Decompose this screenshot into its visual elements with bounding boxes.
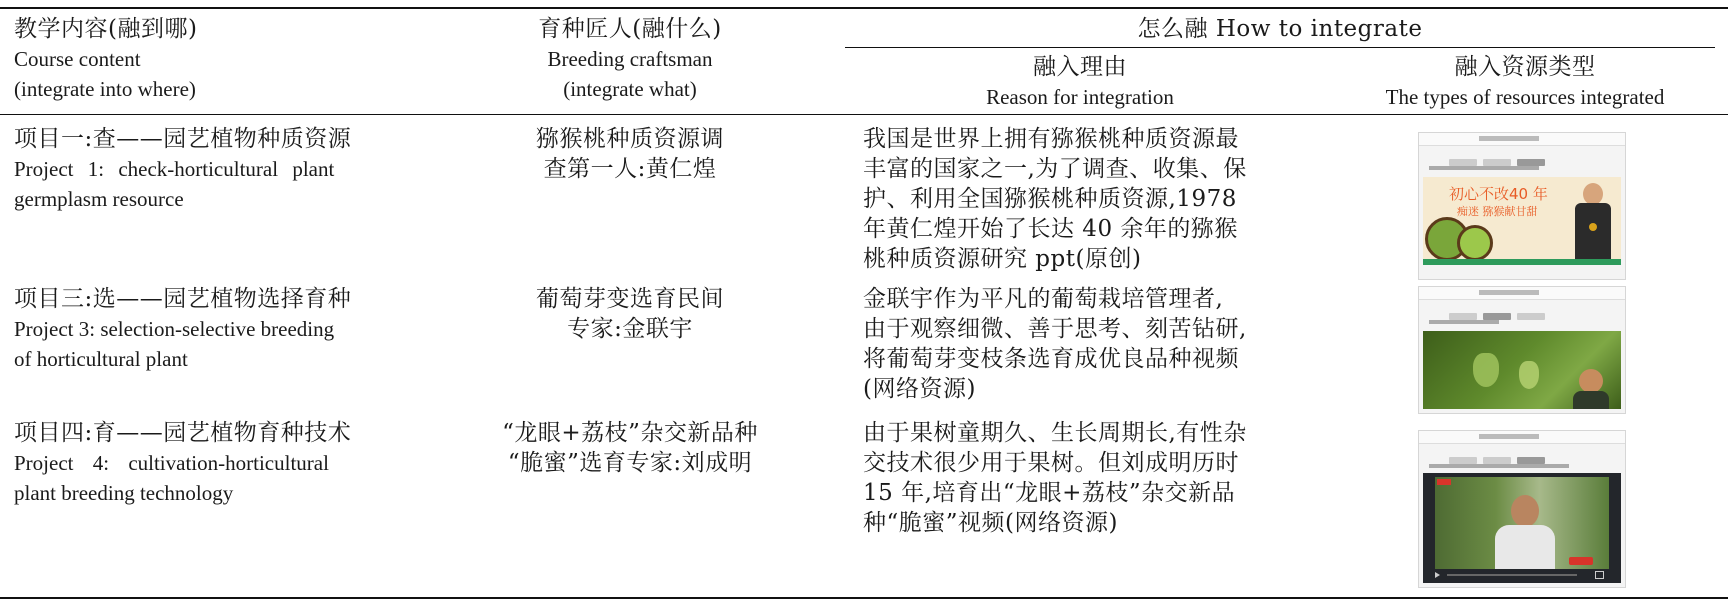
thumb-1-title-bar xyxy=(1419,133,1625,146)
header-craftsman-en-sub: (integrate what) xyxy=(563,77,697,101)
row-3-craftsman-1: “龙眼+荔枝”杂交新品种 xyxy=(502,420,758,446)
header-course-content xyxy=(14,14,474,104)
row-1-content-en-2: germplasm resource xyxy=(14,187,184,211)
row-1-reason-5: 桃种质资源研究 ppt(原创) xyxy=(863,246,1142,272)
row-2-craftsman-1: 葡萄芽变选育民间 xyxy=(536,286,724,312)
row-2-resource-thumbnail xyxy=(1418,286,1626,414)
header-craftsman xyxy=(480,14,780,104)
group-rule xyxy=(845,47,1715,48)
thumb-3-tabs xyxy=(1449,449,1589,459)
header-resource-types-en: The types of resources integrated xyxy=(1385,85,1665,109)
logo-icon xyxy=(1437,479,1451,485)
row-2-content-en-1: Project 3: selection-selective breeding xyxy=(14,317,335,341)
row-2-course-content xyxy=(14,284,434,374)
row-1-reason-1: 我国是世界上拥有猕猴桃种质资源最 xyxy=(863,126,1239,152)
video-controls xyxy=(1435,571,1609,579)
row-1-content-zh: 项目一:查——园艺植物种质资源 xyxy=(14,126,352,152)
grape-cluster-icon xyxy=(1519,361,1539,389)
thumb-2-tabs xyxy=(1449,305,1589,315)
thumb-1-banner-text-1: 初心不改40 年 xyxy=(1449,185,1548,203)
header-reason-en: Reason for integration xyxy=(986,85,1174,109)
row-3-reason-1: 由于果树童期久、生长周期长,有性杂 xyxy=(863,420,1247,446)
thumb-1-bottom-bar xyxy=(1423,259,1621,265)
row-3-course-content xyxy=(14,418,434,508)
row-3-resource-thumbnail xyxy=(1418,430,1626,588)
header-reason xyxy=(845,52,1315,112)
person-photo xyxy=(1573,183,1613,259)
row-2-reason xyxy=(863,284,1303,404)
row-1-course-content xyxy=(14,124,434,214)
video-progress-track xyxy=(1447,574,1577,576)
row-2-reason-3: 将葡萄芽变枝条选育成优良品种视频 xyxy=(863,346,1239,372)
fullscreen-icon xyxy=(1595,571,1604,579)
row-1-reason-4: 年黄仁煌开始了长达 40 余年的猕猴 xyxy=(863,216,1238,242)
row-2-craftsman-2: 专家:金联宇 xyxy=(567,316,693,342)
row-1-content-en-1: Project 1: check-horticultural plant xyxy=(14,157,335,181)
row-2-content-en-2: of horticultural plant xyxy=(14,347,188,371)
thumb-1-banner xyxy=(1423,177,1621,259)
grape-cluster-icon xyxy=(1473,353,1499,387)
header-craftsman-en: Breeding craftsman xyxy=(547,47,713,71)
person-photo xyxy=(1495,495,1555,569)
person-photo xyxy=(1573,369,1609,409)
row-2-craftsman xyxy=(500,284,760,344)
row-3-reason-3: 15 年,培育出“龙眼+荔枝”杂交新品 xyxy=(863,480,1236,506)
row-2-reason-2: 由于观察细微、善于思考、刻苦钻研, xyxy=(863,316,1247,342)
kiwi-icon xyxy=(1457,225,1493,261)
header-course-content-en-sub: (integrate into where) xyxy=(14,77,196,101)
header-reason-zh: 融入理由 xyxy=(1033,54,1127,80)
thumb-2-title-bar xyxy=(1419,287,1625,300)
row-1-craftsman-2: 查第一人:黄仁煌 xyxy=(543,156,717,182)
header-resource-types-zh: 融入资源类型 xyxy=(1454,54,1596,80)
header-bottom-rule xyxy=(0,114,1728,115)
row-1-reason-3: 护、利用全国猕猴桃种质资源,1978 xyxy=(863,186,1237,212)
row-3-content-en-2: plant breeding technology xyxy=(14,481,234,505)
header-craftsman-zh: 育种匠人(融什么) xyxy=(538,16,722,42)
thumb-3-title-bar xyxy=(1419,431,1625,444)
header-course-content-en: Course content xyxy=(14,47,141,71)
top-rule xyxy=(0,7,1728,9)
row-3-content-zh: 项目四:育——园艺植物育种技术 xyxy=(14,420,352,446)
thumb-3-video-player xyxy=(1423,473,1621,583)
header-how-to-integrate: 怎么融 How to integrate xyxy=(1137,16,1423,42)
row-1-reason xyxy=(863,124,1303,274)
bottom-rule xyxy=(0,597,1728,599)
row-1-resource-thumbnail xyxy=(1418,132,1626,280)
row-3-content-en-1: Project 4: cultivation-horticultural xyxy=(14,451,329,475)
row-3-reason-2: 交技术很少用于果树。但刘成明历时 xyxy=(863,450,1239,476)
row-1-craftsman-1: 猕猴桃种质资源调 xyxy=(536,126,724,152)
row-1-craftsman xyxy=(500,124,760,184)
row-1-reason-2: 丰富的国家之一,为了调查、收集、保 xyxy=(863,156,1247,182)
row-3-reason-4: 种“脆蜜”视频(网络资源) xyxy=(863,510,1118,536)
row-3-craftsman-2: “脆蜜”选育专家:刘成明 xyxy=(507,450,753,476)
row-2-content-zh: 项目三:选——园艺植物选择育种 xyxy=(14,286,352,312)
row-2-reason-4: (网络资源) xyxy=(863,376,976,402)
thumb-3-video-frame xyxy=(1435,477,1609,569)
play-icon xyxy=(1435,572,1440,578)
thumb-2-video xyxy=(1423,331,1621,409)
row-3-craftsman xyxy=(480,418,780,478)
row-2-reason-1: 金联宇作为平凡的葡萄栽培管理者, xyxy=(863,286,1224,312)
header-resource-types xyxy=(1330,52,1720,112)
thumb-1-banner-text-2: 痴迷 猕猴献甘甜 xyxy=(1457,205,1538,218)
thumb-1-tabs xyxy=(1449,151,1589,161)
header-course-content-zh: 教学内容(融到哪) xyxy=(14,16,198,42)
logo-icon xyxy=(1569,557,1593,565)
row-3-reason xyxy=(863,418,1303,538)
